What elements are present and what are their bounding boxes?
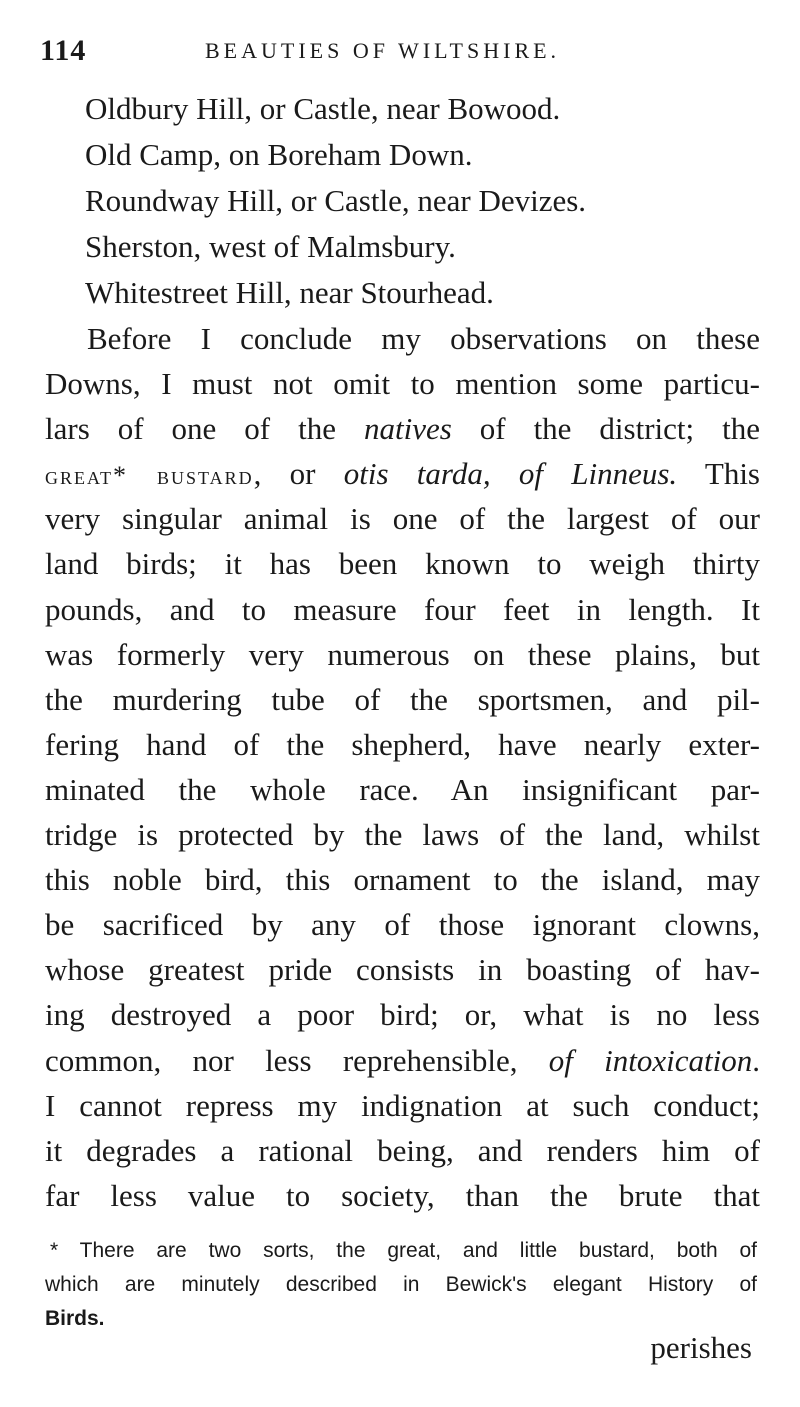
text-run: of the district; the <box>451 411 760 447</box>
text-line: the murdering tube of the sportsmen, and pil- <box>45 681 760 717</box>
italic-term-natives: natives <box>363 411 452 447</box>
text-line <box>45 1038 760 1083</box>
text-line: fering hand of the shepherd, have nearly exter- <box>45 726 760 762</box>
italic-phrase: of intoxication <box>548 1042 753 1078</box>
footnote-line: * There are two sorts, the great, and little bustard, both of <box>50 1239 757 1262</box>
text-line: pounds, and to measure four feet in length. It <box>45 591 760 627</box>
text-line: land birds; it has been known to weigh thirty <box>45 546 760 582</box>
body-paragraph <box>45 316 760 1218</box>
page-header <box>40 34 760 74</box>
text-line: very singular animal is one of the largest of our <box>45 501 760 537</box>
running-title: BEAUTIES OF WILTSHIRE. <box>205 38 561 63</box>
text-line: whose greatest pride consists in boasting of hav- <box>45 952 760 988</box>
text-run: , or <box>253 456 344 492</box>
text-run: common, nor less reprehensible, <box>45 1042 549 1078</box>
footnote-line: which are minutely described in Bewick's elegant History of <box>45 1273 757 1296</box>
text-line: I cannot repress my indignation at such conduct; <box>45 1087 760 1123</box>
text-run: . <box>752 1042 760 1078</box>
small-caps-term: great* bustard <box>45 461 254 491</box>
list-item: Old Camp, on Boreham Down. <box>85 137 473 172</box>
page-number: 114 <box>40 34 87 67</box>
text-line: Before I conclude my observations on these <box>87 321 760 356</box>
text-line: minated the whole race. An insignificant par- <box>45 771 760 807</box>
list-item: Whitestreet Hill, near Stourhead. <box>85 275 494 310</box>
list-item: Oldbury Hill, or Castle, near Bowood. <box>85 91 561 126</box>
text-line: ing destroyed a poor bird; or, what is no less <box>45 997 760 1033</box>
text-run: lars of one of the <box>45 411 364 447</box>
list-item: Sherston, west of Malmsbury. <box>85 229 456 264</box>
text-line: far less value to society, than the brute that <box>45 1177 760 1213</box>
text-line: Downs, I must not omit to mention some particu- <box>45 366 760 402</box>
text-run: This <box>677 456 760 492</box>
footnote-line: Birds. <box>45 1307 105 1330</box>
italic-latin-name: otis tarda, of Linneus. <box>343 456 678 492</box>
catchword: perishes <box>650 1330 752 1365</box>
text-line <box>45 451 760 496</box>
footnote <box>45 1234 757 1336</box>
text-line: it degrades a rational being, and renders him of <box>45 1132 760 1168</box>
hill-list <box>85 86 765 316</box>
text-line: be sacrificed by any of those ignorant clowns, <box>45 907 760 943</box>
text-line: tridge is protected by the laws of the land, whilst <box>45 817 760 853</box>
text-line: was formerly very numerous on these plains, but <box>45 636 760 672</box>
list-item: Roundway Hill, or Castle, near Devizes. <box>85 183 587 218</box>
text-line <box>45 406 760 451</box>
text-line: this noble bird, this ornament to the island, may <box>45 862 760 898</box>
